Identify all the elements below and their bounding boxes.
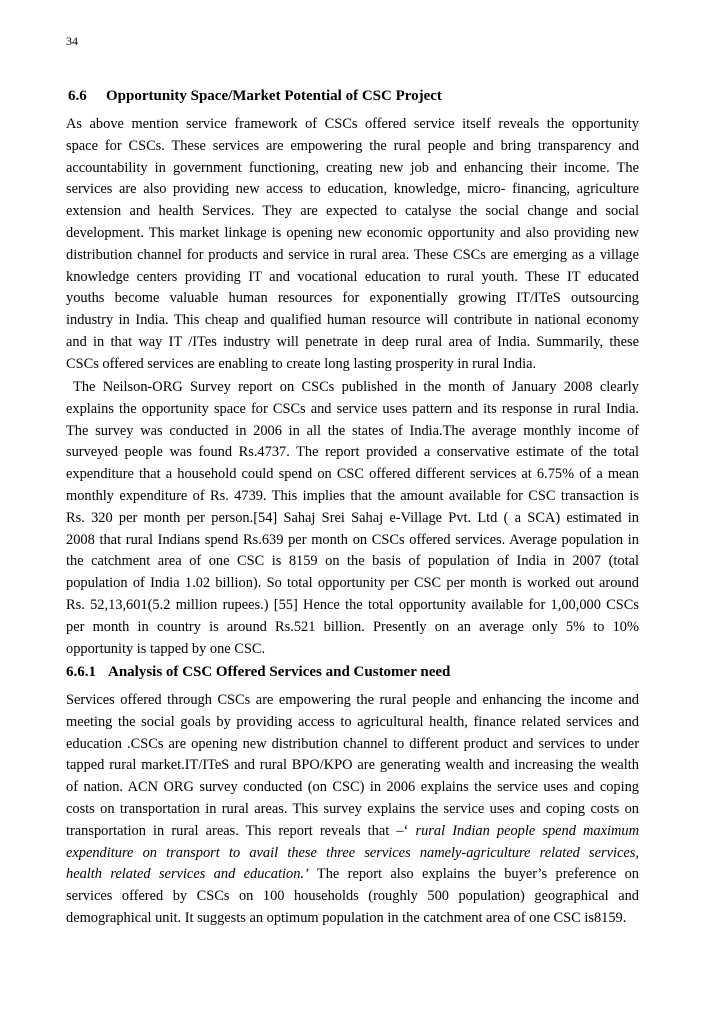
text-line [66,821,639,843]
text-line [66,843,639,865]
text-line [66,864,639,886]
text-line: population of India 1.02 billion). So total opportunity per CSC per month is worked out around [66,575,639,592]
paragraph-service-analysis [66,690,639,930]
text-line: knowledge centers providing IT and vocational education to rural youth. These IT educated [66,268,639,285]
text-line: expenditure that a household could spend on CSC offered different services at 6.75% of a mean [66,466,639,483]
text-line: and in that way IT /ITes industry will penetrate in deep rural area of India. Summarily, these [66,333,639,350]
text-run: The report also explains the buyer’s preference on [308,866,639,883]
text-run: transportation in rural areas. This report reveals that –‘ [66,822,416,839]
text-line: opportunity is tapped by one CSC. [66,640,266,657]
text-line: surveyed people was found Rs.4737. The report provided a conservative estimate of the total [66,444,639,461]
section-title: Analysis of CSC Offered Services and Customer need [108,664,451,680]
text-line: services are also providing new access to education, knowledge, micro- financing, agriculture [66,181,639,198]
text-line: 2008 that rural Indians spend Rs.639 per month on CSCs offered services. Average population in [66,531,639,548]
text-line: youths become valuable human resources for exponentially growing IT/ITeS outsourcing [66,290,639,307]
section-number: 6.6.1 [66,664,96,680]
quote-italic: rural Indian people spend maximum [415,822,639,839]
paragraph-opportunity-space [66,114,639,376]
text-line: monthly expenditure of Rs. 4739. This implies that the amount available for CSC transaction is [66,487,639,504]
text-line: meeting the social goals by providing access to agricultural health, finance related services and [66,713,639,730]
text-line: of nation. ACN ORG survey conducted (on CSC) in 2006 explains the service uses and coping [66,779,639,796]
text-line: space for CSCs. These services are empowering the rural people and bring transparency and [66,137,639,154]
page-number: 34 [66,34,78,48]
text-line: As above mention service framework of CSCs offered service itself reveals the opportunity [66,116,639,132]
text-line: industry in India. This cheap and qualified human resource will contribute in national economy [66,312,639,329]
section-number: 6.6 [68,88,87,104]
text-line: CSCs offered services are enabling to create long lasting prosperity in rural India. [66,355,537,372]
text-line: The survey was conducted in 2006 in all the states of India.The average monthly income of [66,422,639,439]
text-line: Rs. 320 per month per person.[54] Sahaj Srei Sahaj e-Village Pvt. Ltd ( a SCA) estimated in [66,509,639,526]
text-line: tapped rural market.IT/ITeS and rural BPO/KPO are generating wealth and increasing the wealth [66,757,639,774]
quote-italic: expenditure on transport to avail these three services namely-agriculture related services, [66,844,639,861]
section-title: Opportunity Space/Market Potential of CSC Project [106,88,442,104]
text-line: education .CSCs are opening new distribution channel to different product and services to under [66,735,639,752]
text-line: accountability in government functioning, creating new job and enhancing their income. The [66,159,639,176]
text-line: explains the opportunity space for CSCs and service uses pattern and its response in rural India. [66,400,639,417]
text-line: per month in country is around Rs.521 billion. Presently on an average only 5% to 10% [66,618,639,635]
text-line: the catchment area of one CSC is 8159 on the basis of population of India in 2007 (total [66,553,639,570]
text-line: demographical unit. It suggests an optimum population in the catchment area of one CSC is8159. [66,909,627,926]
quote-italic: health related services and education.’ [66,866,309,883]
text-line: costs on transportation in rural areas. This survey explains the service uses and coping costs on [66,800,639,817]
paragraph-neilson-org-survey [66,377,639,660]
text-line: distribution channel for products and service in rural area. These CSCs are emerging as a village [66,246,639,263]
text-line: Services offered through CSCs are empowering the rural people and enhancing the income and [66,692,639,708]
text-line: development. This market linkage is opening new economic opportunity and also providing new [66,224,639,241]
section-heading-6-6-1 [66,664,450,681]
text-line: Rs. 52,13,601(5.2 million rupees.) [55] Hence the total opportunity available for 1,00,000 CSCs [66,596,639,613]
text-line: services offered by CSCs on 100 households (roughly 500 population) geographical and [66,888,639,905]
section-heading-6-6 [68,88,442,105]
text-line: extension and health Services. They are expected to catalyse the social change and social [66,203,639,220]
text-line: The Neilson-ORG Survey report on CSCs published in the month of January 2008 clearly [66,379,639,395]
